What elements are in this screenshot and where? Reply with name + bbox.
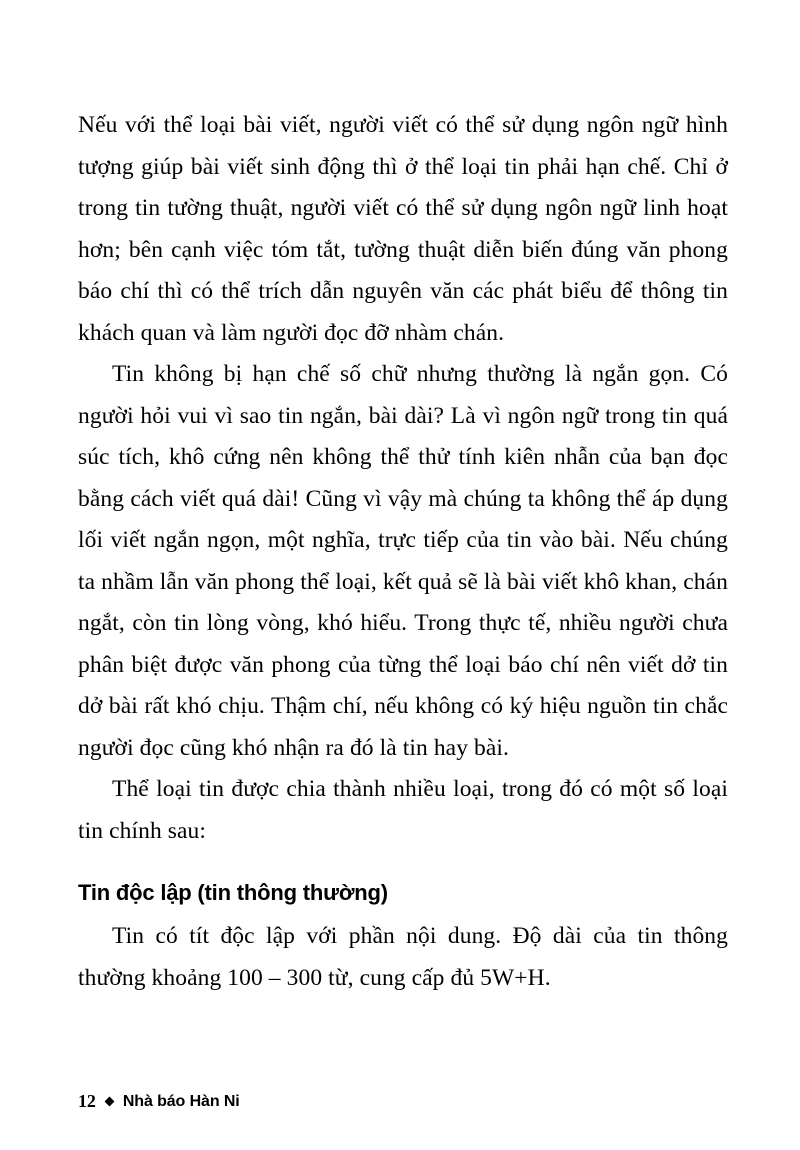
page-number: 12 <box>78 1091 96 1111</box>
section-heading: Tin độc lập (tin thông thường) <box>78 880 388 905</box>
page-footer <box>78 1091 240 1112</box>
section-body <box>78 916 728 999</box>
diamond-icon <box>104 1097 114 1107</box>
paragraph-1: Nếu với thể loại bài viết, người viết có thể sử dụng ngôn ngữ hình tượng giúp bài viết sinh động thì ở thể loại tin phải hạn chế. Chỉ ở trong tin tường thuật, người viết có thể sử dụng ngôn ngữ linh hoạt hơn; bên cạnh việc tóm tắt, tường thuật diễn biến đúng văn phong báo chí thì có thể trích dẫn nguyên văn các phát biểu để thông tin khách quan và làm người đọc đỡ nhàm chán. <box>78 112 728 346</box>
footer-author: Nhà báo Hàn Ni <box>122 1092 240 1110</box>
page-body <box>78 105 728 852</box>
paragraph-2: Tin không bị hạn chế số chữ nhưng thường là ngắn gọn. Có người hỏi vui vì sao tin ngắn, bài dài? Là vì ngôn ngữ trong tin quá súc tích, khô cứng nên không thể thử tính kiên nhẫn của bạn đọc bằng cách viết quá dài! Cũng vì vậy mà chúng ta không thể áp dụng lối viết ngắn ngọn, một nghĩa, trực tiếp của tin vào bài. Nếu chúng ta nhầm lẫn văn phong thể loại, kết quả sẽ là bài viết khô khan, chán ngắt, còn tin lòng vòng, khó hiểu. Trong thực tế, nhiều người chưa phân biệt được văn phong của từng thể loại báo chí nên viết dở tin dở bài rất khó chịu. Thậm chí, nếu không có ký hiệu nguồn tin chắc người đọc cũng khó nhận ra đó là tin hay bài. <box>78 361 728 761</box>
paragraph-3: Thể loại tin được chia thành nhiều loại, trong đó có một số loại tin chính sau: <box>78 776 728 844</box>
paragraph-4: Tin có tít độc lập với phần nội dung. Độ dài của tin thông thường khoảng 100 – 300 từ, cung cấp đủ 5W+H. <box>78 923 728 991</box>
